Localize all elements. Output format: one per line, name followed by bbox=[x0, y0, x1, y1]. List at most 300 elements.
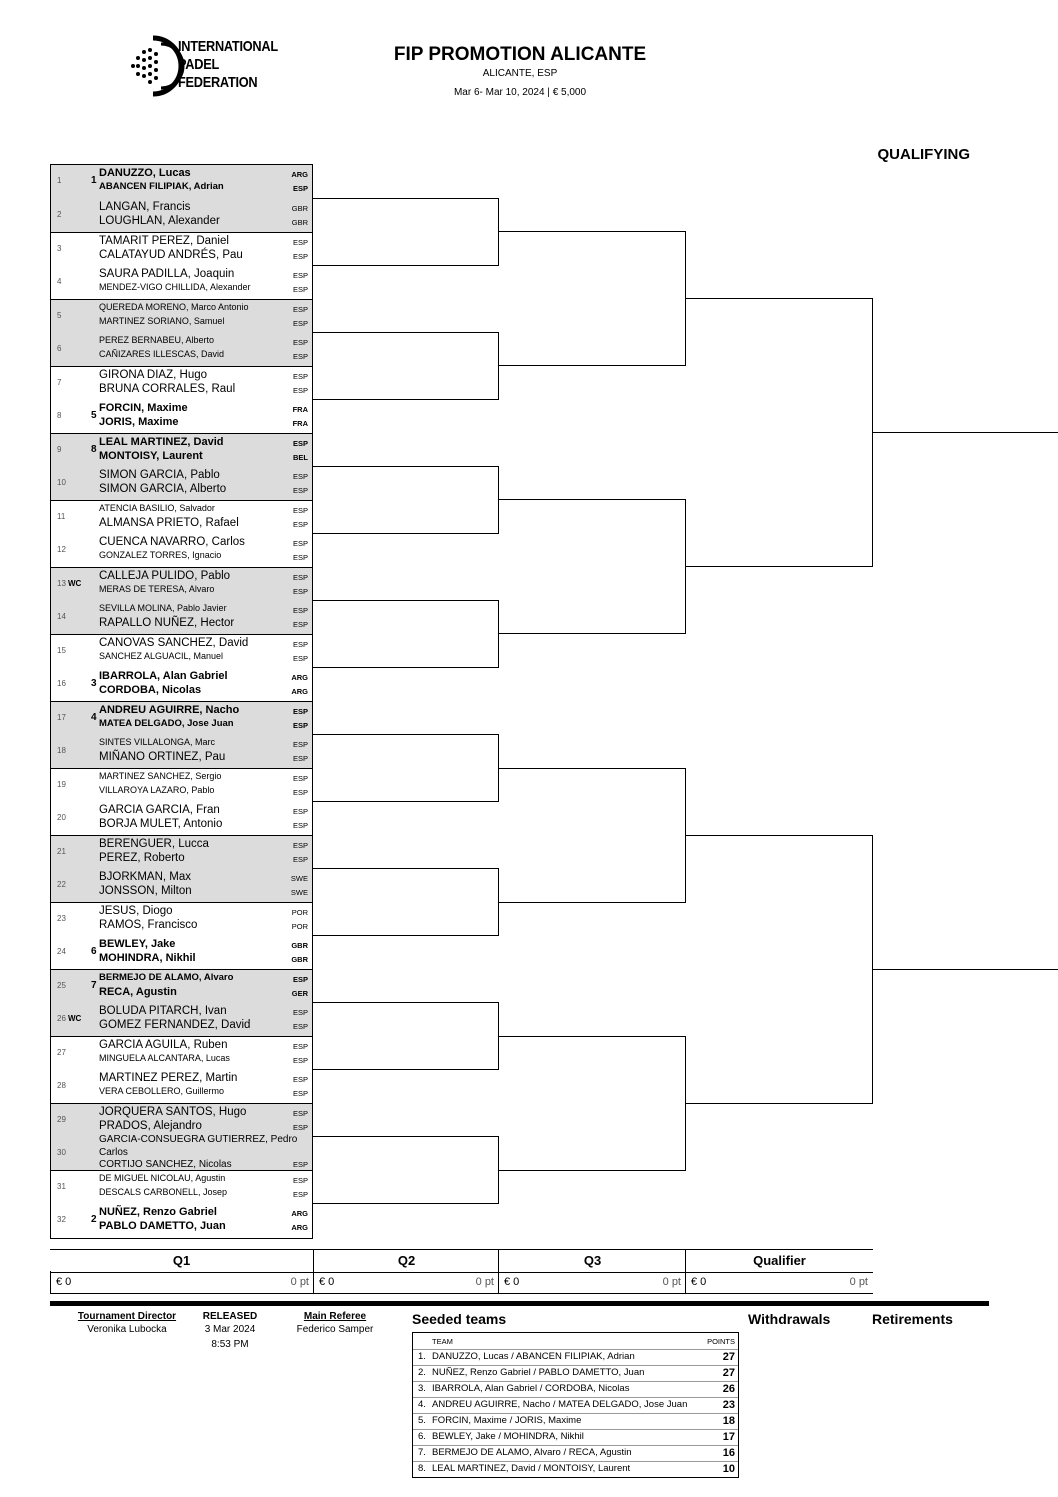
player-country: ESP bbox=[292, 806, 308, 816]
player-country: ESP bbox=[292, 1190, 308, 1200]
player-name: MIÑANO ORTINEZ, Pau bbox=[99, 750, 226, 763]
draw-entry bbox=[51, 266, 312, 300]
entry-number: 18 bbox=[57, 745, 66, 755]
draw-entry bbox=[51, 936, 312, 970]
entry-number: 26 bbox=[57, 1013, 66, 1023]
player-country: BEL bbox=[293, 453, 308, 463]
player-name: CAÑIZARES ILLESCAS, David bbox=[99, 348, 225, 359]
player-name: MERAS DE TERESA, Alvaro bbox=[99, 584, 215, 595]
draw-entries bbox=[50, 164, 313, 1239]
round-header: Q3 bbox=[498, 1249, 686, 1273]
draw-entry bbox=[51, 768, 312, 802]
bracket-line bbox=[313, 533, 499, 534]
entry-number: 20 bbox=[57, 812, 66, 822]
player-name: BEWLEY, Jake bbox=[99, 937, 176, 950]
bracket-line bbox=[313, 1069, 499, 1070]
player-name: LEAL MARTINEZ, David bbox=[99, 436, 224, 449]
player-name: MINGUELA ALCANTARA, Lucas bbox=[99, 1053, 230, 1064]
wildcard-badge: WC bbox=[68, 579, 82, 589]
referee-block bbox=[290, 1311, 380, 1337]
player-name: MOHINDRA, Nikhil bbox=[99, 951, 196, 964]
player-name: LOUGHLAN, Alexander bbox=[99, 214, 220, 227]
player-country: SWE bbox=[290, 873, 308, 883]
seed-rank: 2. bbox=[418, 1367, 426, 1378]
bracket-line bbox=[498, 231, 686, 232]
round-prizes bbox=[50, 1249, 872, 1294]
round-header: Q1 bbox=[50, 1249, 313, 1273]
seeded-points: 26 bbox=[722, 1383, 735, 1395]
player-country: ARG bbox=[291, 170, 308, 179]
player-name: JONSSON, Milton bbox=[99, 884, 192, 897]
player-country: ESP bbox=[292, 538, 308, 548]
bracket-line bbox=[313, 868, 499, 869]
player-country: FRA bbox=[292, 404, 308, 414]
round-points: 0 pt bbox=[849, 1276, 868, 1288]
draw-entry bbox=[51, 199, 312, 233]
player-name: CORDOBA, Nicolas bbox=[99, 683, 202, 696]
seed-rank: 5. bbox=[418, 1415, 426, 1426]
seeded-team: BEWLEY, Jake / MOHINDRA, Nikhil bbox=[432, 1431, 584, 1442]
seeded-team-row bbox=[413, 1349, 738, 1365]
player-country: GBR bbox=[291, 954, 308, 964]
round-points: 0 pt bbox=[662, 1276, 681, 1288]
seed-rank: 8. bbox=[418, 1463, 426, 1474]
seeded-team-row bbox=[413, 1461, 738, 1477]
seed-rank: 4. bbox=[418, 1399, 426, 1410]
bracket-line bbox=[685, 298, 873, 299]
bracket-line bbox=[313, 265, 499, 266]
draw-entry bbox=[51, 1103, 312, 1137]
entry-number: 13 bbox=[57, 579, 66, 589]
seeded-team-row bbox=[413, 1429, 738, 1445]
tournament-location: ALICANTE, ESP bbox=[482, 68, 558, 79]
entry-number: 25 bbox=[57, 981, 66, 991]
player-name: PEREZ BERNABEU, Alberto bbox=[99, 334, 215, 345]
player-country: ESP bbox=[292, 270, 308, 280]
bracket-line bbox=[498, 633, 686, 634]
player-country: ESP bbox=[292, 1021, 308, 1031]
player-name: PEREZ, Roberto bbox=[99, 852, 185, 865]
entry-number: 24 bbox=[57, 946, 66, 956]
withdrawals-title: Withdrawals bbox=[748, 1311, 831, 1327]
seeded-points: 23 bbox=[722, 1399, 735, 1411]
released-label: RELEASED bbox=[202, 1311, 258, 1322]
draw-entry bbox=[51, 1204, 312, 1238]
draw-entry bbox=[51, 969, 312, 1003]
player-name: NUÑEZ, Renzo Gabriel bbox=[99, 1205, 217, 1218]
player-country: ESP bbox=[292, 640, 308, 650]
director-block bbox=[62, 1311, 192, 1337]
player-country: ESP bbox=[292, 520, 308, 530]
logo-line: PADEL bbox=[178, 56, 219, 73]
entry-number: 4 bbox=[57, 276, 62, 286]
player-country: GBR bbox=[291, 203, 308, 213]
bracket-line bbox=[313, 734, 499, 735]
player-name: MARTINEZ SANCHEZ, Sergio bbox=[99, 771, 222, 782]
released-block bbox=[190, 1311, 270, 1352]
draw-entry bbox=[51, 400, 312, 434]
entry-number: 29 bbox=[57, 1115, 66, 1125]
retirements-title: Retirements bbox=[872, 1311, 953, 1327]
team-header: TEAM bbox=[432, 1337, 453, 1346]
player-name: GARCIA GARCIA, Fran bbox=[99, 803, 220, 816]
player-name: SANCHEZ ALGUACIL, Manuel bbox=[99, 651, 224, 662]
seeded-team-row bbox=[413, 1413, 738, 1429]
player-country: ESP bbox=[292, 619, 308, 629]
player-country: ESP bbox=[292, 238, 308, 248]
player-country: ESP bbox=[292, 1176, 308, 1186]
bracket-line bbox=[872, 969, 1058, 970]
player-name: ATENCIA BASILIO, Salvador bbox=[99, 503, 215, 514]
seeded-points: 10 bbox=[722, 1463, 735, 1475]
draw-entry bbox=[51, 1036, 312, 1070]
player-country: ESP bbox=[292, 1109, 308, 1119]
draw-entry bbox=[51, 567, 312, 601]
player-name: DE MIGUEL NICOLAU, Agustin bbox=[99, 1173, 226, 1184]
released-date: 3 Mar 2024 bbox=[204, 1324, 256, 1335]
bracket-line bbox=[313, 1136, 499, 1137]
player-name: JESUS, Diogo bbox=[99, 905, 173, 918]
player-country: ESP bbox=[292, 252, 308, 262]
round-header: Qualifier bbox=[685, 1249, 873, 1273]
bracket-line bbox=[872, 432, 1058, 433]
entry-number: 5 bbox=[57, 311, 62, 321]
player-name: RECA, Agustin bbox=[99, 986, 177, 999]
round-prize-cell bbox=[498, 1271, 686, 1294]
logo-line: INTERNATIONAL bbox=[178, 38, 278, 55]
player-name: CORTIJO SANCHEZ, Nicolas bbox=[99, 1158, 232, 1170]
draw-entry bbox=[51, 1170, 312, 1204]
player-country: ESP bbox=[292, 351, 308, 361]
player-country: ESP bbox=[292, 707, 308, 717]
player-country: ARG bbox=[291, 1208, 308, 1218]
entry-number: 27 bbox=[57, 1048, 66, 1058]
entry-number: 1 bbox=[57, 176, 62, 185]
player-country: ESP bbox=[292, 1007, 308, 1017]
player-country: ESP bbox=[292, 605, 308, 615]
bracket-line bbox=[498, 1170, 686, 1171]
player-name: GONZALEZ TORRES, Ignacio bbox=[99, 549, 222, 560]
round-prize-cell bbox=[685, 1271, 873, 1294]
seeded-team-row bbox=[413, 1445, 738, 1461]
player-country: ESP bbox=[292, 573, 308, 583]
player-country: SWE bbox=[290, 887, 308, 897]
seed-rank: 7. bbox=[418, 1447, 426, 1458]
player-name: ALMANSA PRIETO, Rafael bbox=[99, 517, 239, 530]
player-name: VERA CEBOLLERO, Guillermo bbox=[99, 1085, 225, 1096]
player-country: ESP bbox=[292, 372, 308, 382]
bracket-line bbox=[313, 1002, 499, 1003]
player-country: ESP bbox=[292, 1123, 308, 1133]
player-name: DANUZZO, Lucas bbox=[99, 167, 191, 179]
player-country: ESP bbox=[292, 337, 308, 347]
player-country: ESP bbox=[292, 471, 308, 481]
entry-number: 30 bbox=[57, 1147, 66, 1157]
bracket-line bbox=[498, 768, 686, 769]
seeded-team: LEAL MARTINEZ, David / MONTOISY, Laurent bbox=[432, 1463, 631, 1474]
seeded-teams-table bbox=[412, 1332, 739, 1478]
player-country: ESP bbox=[292, 774, 308, 784]
seeded-team: FORCIN, Maxime / JORIS, Maxime bbox=[432, 1415, 582, 1426]
player-country: ESP bbox=[292, 1056, 308, 1066]
seeded-team-row bbox=[413, 1365, 738, 1381]
player-name: JORQUERA SANTOS, Hugo bbox=[99, 1106, 247, 1119]
bracket-line bbox=[498, 1036, 686, 1037]
bracket-line bbox=[313, 801, 499, 802]
player-country: ESP bbox=[292, 721, 308, 731]
player-name: TAMARIT PEREZ, Daniel bbox=[99, 235, 229, 248]
entry-number: 3 bbox=[57, 244, 62, 254]
player-country: ESP bbox=[292, 975, 308, 985]
draw-entry bbox=[51, 232, 312, 266]
round-prize: € 0 bbox=[504, 1276, 520, 1288]
bracket-line bbox=[685, 835, 873, 836]
entry-number: 17 bbox=[57, 713, 66, 723]
player-name: MENDEZ-VIGO CHILLIDA, Alexander bbox=[99, 281, 251, 292]
player-name: BRUNA CORRALES, Raul bbox=[99, 383, 236, 396]
player-name: RAMOS, Francisco bbox=[99, 919, 198, 932]
draw-entry bbox=[51, 366, 312, 400]
seeded-team-row bbox=[413, 1397, 738, 1413]
player-name: BERENGUER, Lucca bbox=[99, 838, 209, 851]
player-name: SIMON GARCIA, Pablo bbox=[99, 468, 220, 481]
player-country: ESP bbox=[292, 654, 308, 664]
entry-number: 22 bbox=[57, 879, 66, 889]
round-prize-cell bbox=[313, 1271, 499, 1294]
player-name: GIRONA DIAZ, Hugo bbox=[99, 369, 208, 382]
bracket-line bbox=[313, 332, 499, 333]
entry-number: 12 bbox=[57, 544, 66, 554]
seeded-points: 27 bbox=[722, 1367, 735, 1379]
player-country: ESP bbox=[292, 319, 308, 329]
tournament-title: FIP PROMOTION ALICANTE bbox=[393, 44, 647, 65]
draw-entry bbox=[51, 601, 312, 635]
tournament-dates: Mar 6- Mar 10, 2024 | € 5,000 bbox=[453, 87, 587, 98]
draw-entry bbox=[51, 701, 312, 735]
player-name: PABLO DAMETTO, Juan bbox=[99, 1219, 226, 1232]
seeded-table-header bbox=[413, 1333, 738, 1349]
player-country: ESP bbox=[292, 788, 308, 798]
seeded-points: 18 bbox=[722, 1415, 735, 1427]
logo-line: FEDERATION bbox=[178, 74, 258, 91]
logo-text bbox=[178, 38, 278, 92]
entry-number: 11 bbox=[57, 512, 66, 522]
bracket-line bbox=[313, 466, 499, 467]
player-country: FRA bbox=[292, 418, 308, 428]
player-name: CALLEJA PULIDO, Pablo bbox=[99, 570, 231, 583]
draw-entry bbox=[51, 534, 312, 568]
player-name: BJORKMAN, Max bbox=[99, 870, 192, 883]
player-country: ESP bbox=[292, 439, 308, 449]
draw-entry bbox=[51, 835, 312, 869]
player-name: GARCIA AGUILA, Ruben bbox=[99, 1039, 228, 1052]
draw-entry bbox=[51, 500, 312, 534]
player-country: GBR bbox=[291, 940, 308, 950]
player-name: SEVILLA MOLINA, Pablo Javier bbox=[99, 602, 227, 613]
released-time: 8:53 PM bbox=[211, 1339, 249, 1350]
entry-number: 19 bbox=[57, 780, 66, 790]
player-name: PRADOS, Alejandro bbox=[99, 1120, 202, 1133]
seed-number: 4 bbox=[91, 712, 97, 724]
player-name: CANOVAS SANCHEZ, David bbox=[99, 637, 249, 650]
player-name: QUEREDA MORENO, Marco Antonio bbox=[99, 302, 249, 313]
bracket-line bbox=[313, 667, 499, 668]
seeded-team: NUÑEZ, Renzo Gabriel / PABLO DAMETTO, Juan bbox=[432, 1367, 645, 1378]
draw-entry bbox=[51, 634, 312, 668]
draw-entry bbox=[51, 1133, 312, 1171]
player-country: ESP bbox=[292, 855, 308, 865]
entry-number: 23 bbox=[57, 914, 66, 924]
draw-entry bbox=[51, 433, 312, 467]
bracket-line bbox=[498, 902, 686, 903]
draw-entry bbox=[51, 467, 312, 501]
round-header: Q2 bbox=[313, 1249, 499, 1273]
player-name: SIMON GARCIA, Alberto bbox=[99, 482, 227, 495]
player-country: ESP bbox=[292, 552, 308, 562]
player-country: ARG bbox=[291, 672, 308, 682]
player-name: MATEA DELGADO, Jose Juan bbox=[99, 718, 234, 730]
seeded-team: DANUZZO, Lucas / ABANCEN FILIPIAK, Adrian bbox=[432, 1351, 635, 1362]
referee-label: Main Referee bbox=[303, 1311, 367, 1322]
player-name: BOLUDA PITARCH, Ivan bbox=[99, 1004, 227, 1017]
divider bbox=[50, 1301, 989, 1306]
seeded-team: BERMEJO DE ALAMO, Alvaro / RECA, Agustin bbox=[432, 1447, 632, 1458]
bracket-line bbox=[313, 935, 499, 936]
round-prize-cell bbox=[50, 1271, 314, 1294]
player-name: CUENCA NAVARRO, Carlos bbox=[99, 535, 245, 548]
player-name: MARTINEZ SORIANO, Samuel bbox=[99, 316, 225, 327]
bracket-line bbox=[313, 399, 499, 400]
seeded-team-row bbox=[413, 1381, 738, 1397]
wildcard-badge: WC bbox=[68, 1013, 82, 1023]
entry-number: 6 bbox=[57, 343, 62, 353]
draw-entry bbox=[51, 668, 312, 702]
referee-name: Federico Samper bbox=[296, 1324, 374, 1335]
player-name: VILLAROYA LAZARO, Pablo bbox=[99, 785, 215, 796]
seeded-teams-title: Seeded teams bbox=[412, 1311, 507, 1327]
player-country: POR bbox=[291, 922, 308, 932]
player-country: ESP bbox=[292, 1042, 308, 1052]
player-country: ESP bbox=[292, 841, 308, 851]
seeded-team: ANDREU AGUIRRE, Nacho / MATEA DELGADO, Jose Juan bbox=[432, 1399, 688, 1410]
draw-entry bbox=[51, 902, 312, 936]
bracket-line bbox=[313, 198, 499, 199]
player-name: CALATAYUD ANDRÉS, Pau bbox=[99, 249, 243, 262]
bracket-line bbox=[313, 1203, 499, 1204]
player-country: ESP bbox=[292, 184, 308, 193]
entry-number: 10 bbox=[57, 477, 66, 487]
player-country: ESP bbox=[292, 284, 308, 294]
draw-entry bbox=[51, 1003, 312, 1037]
bracket-line bbox=[685, 1103, 873, 1104]
round-points: 0 pt bbox=[290, 1276, 309, 1288]
round-points: 0 pt bbox=[475, 1276, 494, 1288]
points-header: POINTS bbox=[707, 1337, 735, 1346]
seeded-points: 16 bbox=[722, 1447, 735, 1459]
entry-number: 15 bbox=[57, 646, 66, 656]
player-name: GOMEZ FERNANDEZ, David bbox=[99, 1018, 251, 1031]
draw-entry bbox=[51, 735, 312, 769]
entry-number: 16 bbox=[57, 678, 66, 688]
player-name: DESCALS CARBONELL, Josep bbox=[99, 1187, 228, 1198]
seed-number: 1 bbox=[91, 175, 97, 186]
player-name: SAURA PADILLA, Joaquin bbox=[99, 267, 235, 280]
seed-number: 8 bbox=[91, 444, 97, 456]
player-name: LANGAN, Francis bbox=[99, 200, 191, 213]
director-name: Veronika Lubocka bbox=[87, 1324, 167, 1335]
player-name: GARCIA-CONSUEGRA GUTIERREZ, Pedro Carlos bbox=[99, 1133, 298, 1158]
draw-entry bbox=[51, 333, 312, 367]
draw-type: QUALIFYING bbox=[877, 146, 970, 163]
player-name: IBARROLA, Alan Gabriel bbox=[99, 669, 228, 682]
player-country: ESP bbox=[292, 305, 308, 315]
player-country: ESP bbox=[292, 386, 308, 396]
draw-entry bbox=[51, 165, 312, 199]
player-country: ESP bbox=[292, 1074, 308, 1084]
player-name: MONTOISY, Laurent bbox=[99, 450, 203, 463]
player-country: ESP bbox=[292, 506, 308, 516]
seed-number: 5 bbox=[91, 409, 97, 421]
seeded-points: 17 bbox=[722, 1431, 735, 1443]
player-country: ARG bbox=[291, 686, 308, 696]
player-country: ESP bbox=[292, 587, 308, 597]
bracket-line bbox=[498, 365, 686, 366]
entry-number: 8 bbox=[57, 410, 62, 420]
player-name: ABANCEN FILIPIAK, Adrian bbox=[99, 181, 224, 192]
draw-entry bbox=[51, 299, 312, 333]
seeded-team: IBARROLA, Alan Gabriel / CORDOBA, Nicolas bbox=[432, 1383, 630, 1394]
round-prize: € 0 bbox=[319, 1276, 335, 1288]
player-name: BORJA MULET, Antonio bbox=[99, 817, 223, 830]
player-name: BERMEJO DE ALAMO, Alvaro bbox=[99, 972, 234, 984]
player-country: ESP bbox=[292, 1088, 308, 1098]
entry-number: 21 bbox=[57, 847, 66, 857]
seed-number: 2 bbox=[91, 1213, 97, 1225]
round-prize: € 0 bbox=[56, 1276, 72, 1288]
player-country: ESP bbox=[292, 1159, 308, 1169]
player-country: ESP bbox=[292, 739, 308, 749]
entry-number: 28 bbox=[57, 1080, 66, 1090]
seed-number: 3 bbox=[91, 677, 97, 689]
director-label: Tournament Director bbox=[77, 1311, 177, 1322]
entry-number: 7 bbox=[57, 378, 62, 388]
draw-entry bbox=[51, 869, 312, 903]
player-name: FORCIN, Maxime bbox=[99, 401, 188, 414]
seed-number: 6 bbox=[91, 945, 97, 957]
player-country: ARG bbox=[291, 1222, 308, 1232]
seed-rank: 1. bbox=[418, 1351, 426, 1362]
bracket-line bbox=[685, 566, 873, 567]
player-country: ESP bbox=[292, 820, 308, 830]
entry-number: 14 bbox=[57, 611, 66, 621]
player-country: ESP bbox=[292, 753, 308, 763]
entry-number: 9 bbox=[57, 445, 62, 455]
draw-entry bbox=[51, 1070, 312, 1104]
draw-entry bbox=[51, 802, 312, 836]
player-name: SINTES VILLALONGA, Marc bbox=[99, 736, 216, 747]
entry-number: 2 bbox=[57, 209, 62, 219]
player-country: ESP bbox=[292, 485, 308, 495]
player-name: MARTINEZ PEREZ, Martin bbox=[99, 1071, 238, 1084]
player-name: ANDREU AGUIRRE, Nacho bbox=[99, 704, 240, 717]
seeded-points: 27 bbox=[722, 1351, 735, 1363]
player-country: POR bbox=[291, 908, 308, 918]
player-country: GER bbox=[291, 989, 308, 999]
bracket-line bbox=[313, 600, 499, 601]
round-prize: € 0 bbox=[691, 1276, 707, 1288]
seed-rank: 6. bbox=[418, 1431, 426, 1442]
bracket-line bbox=[498, 499, 686, 500]
